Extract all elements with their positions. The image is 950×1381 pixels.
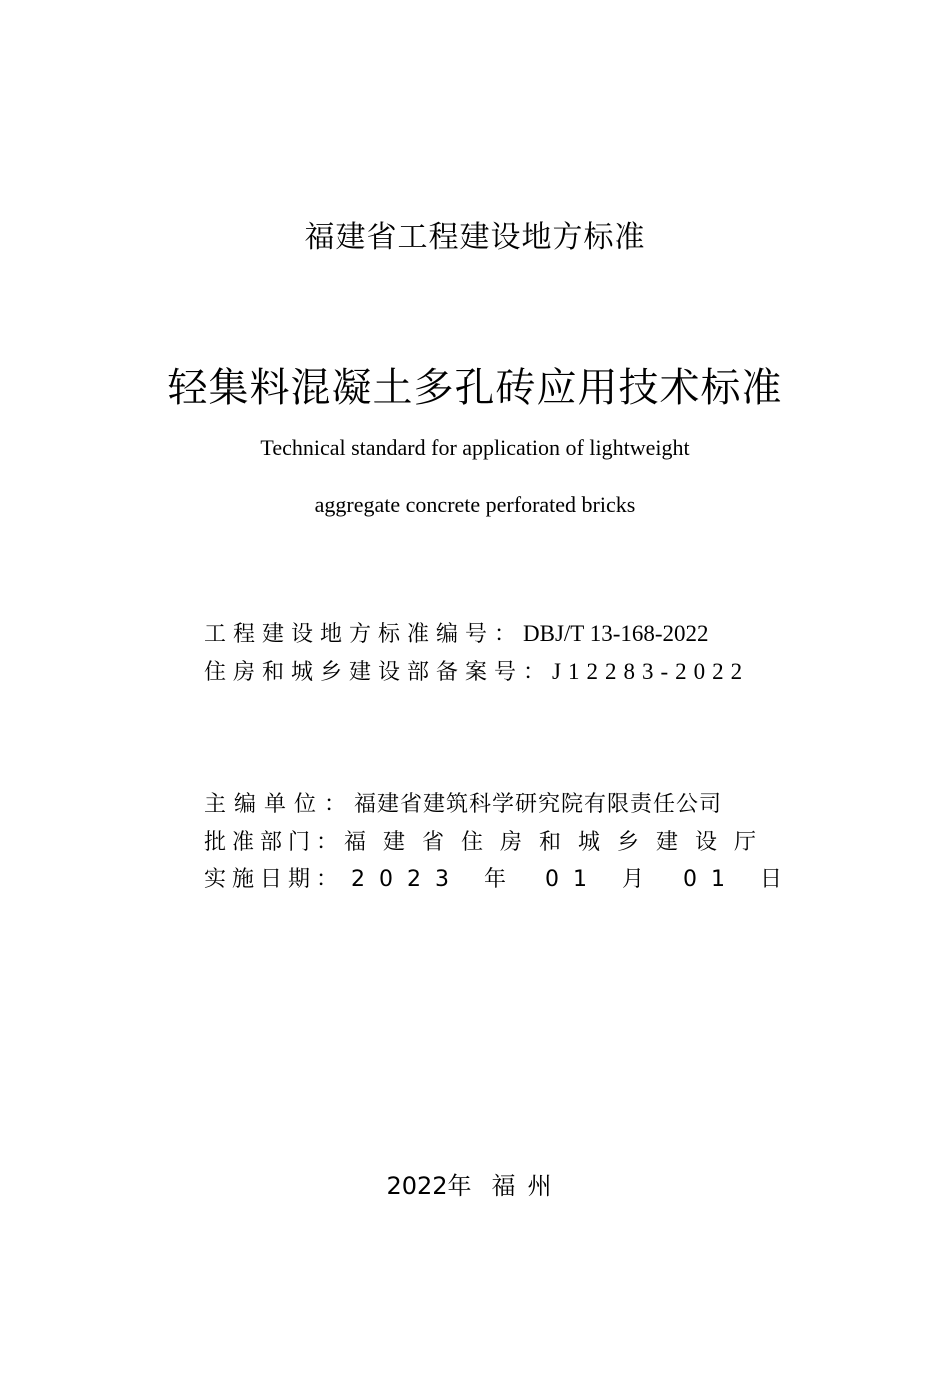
standard-series-heading: 福建省工程建设地方标准 [304, 220, 646, 255]
effective-month: 01 [545, 867, 602, 892]
document-title-english-line1: Technical standard for application of lightweight [260, 435, 690, 460]
record-number-label: 住房和城乡建设部备案号： [204, 660, 553, 685]
effective-year-unit: 年 [484, 867, 507, 892]
chief-editor-value: 福建省建筑科学研究院有限责任公司 [354, 792, 723, 817]
record-number-line [204, 655, 749, 686]
effective-date-label: 实施日期： [204, 867, 345, 892]
chief-editor-label: 主编单位： [204, 792, 355, 817]
approval-department-value: 福建省住房和城乡建设厅 [344, 830, 774, 855]
standard-number-label: 工程建设地方标准编号： [204, 622, 524, 647]
effective-day: 01 [683, 867, 740, 892]
publication-place: 福州 [491, 1172, 564, 1200]
approval-department-label: 批准部门： [204, 830, 345, 855]
chief-editor-line [204, 787, 722, 818]
approval-department-line [204, 825, 773, 856]
effective-month-unit: 月 [622, 867, 645, 892]
standard-number-value: DBJ/T 13-168-2022 [523, 621, 709, 646]
effective-day-unit: 日 [760, 867, 783, 892]
effective-date-line [204, 862, 782, 893]
document-title-english-line2: aggregate concrete perforated bricks [314, 492, 636, 517]
publication-year: 2022年 [386, 1172, 472, 1200]
standard-number-line [204, 617, 709, 648]
document-title-chinese: 轻集料混凝土多孔砖应用技术标准 [167, 365, 783, 411]
publication-footer [0, 1166, 950, 1201]
effective-year: 2023 [351, 867, 464, 892]
record-number-value: J12283-2022 [552, 659, 750, 684]
